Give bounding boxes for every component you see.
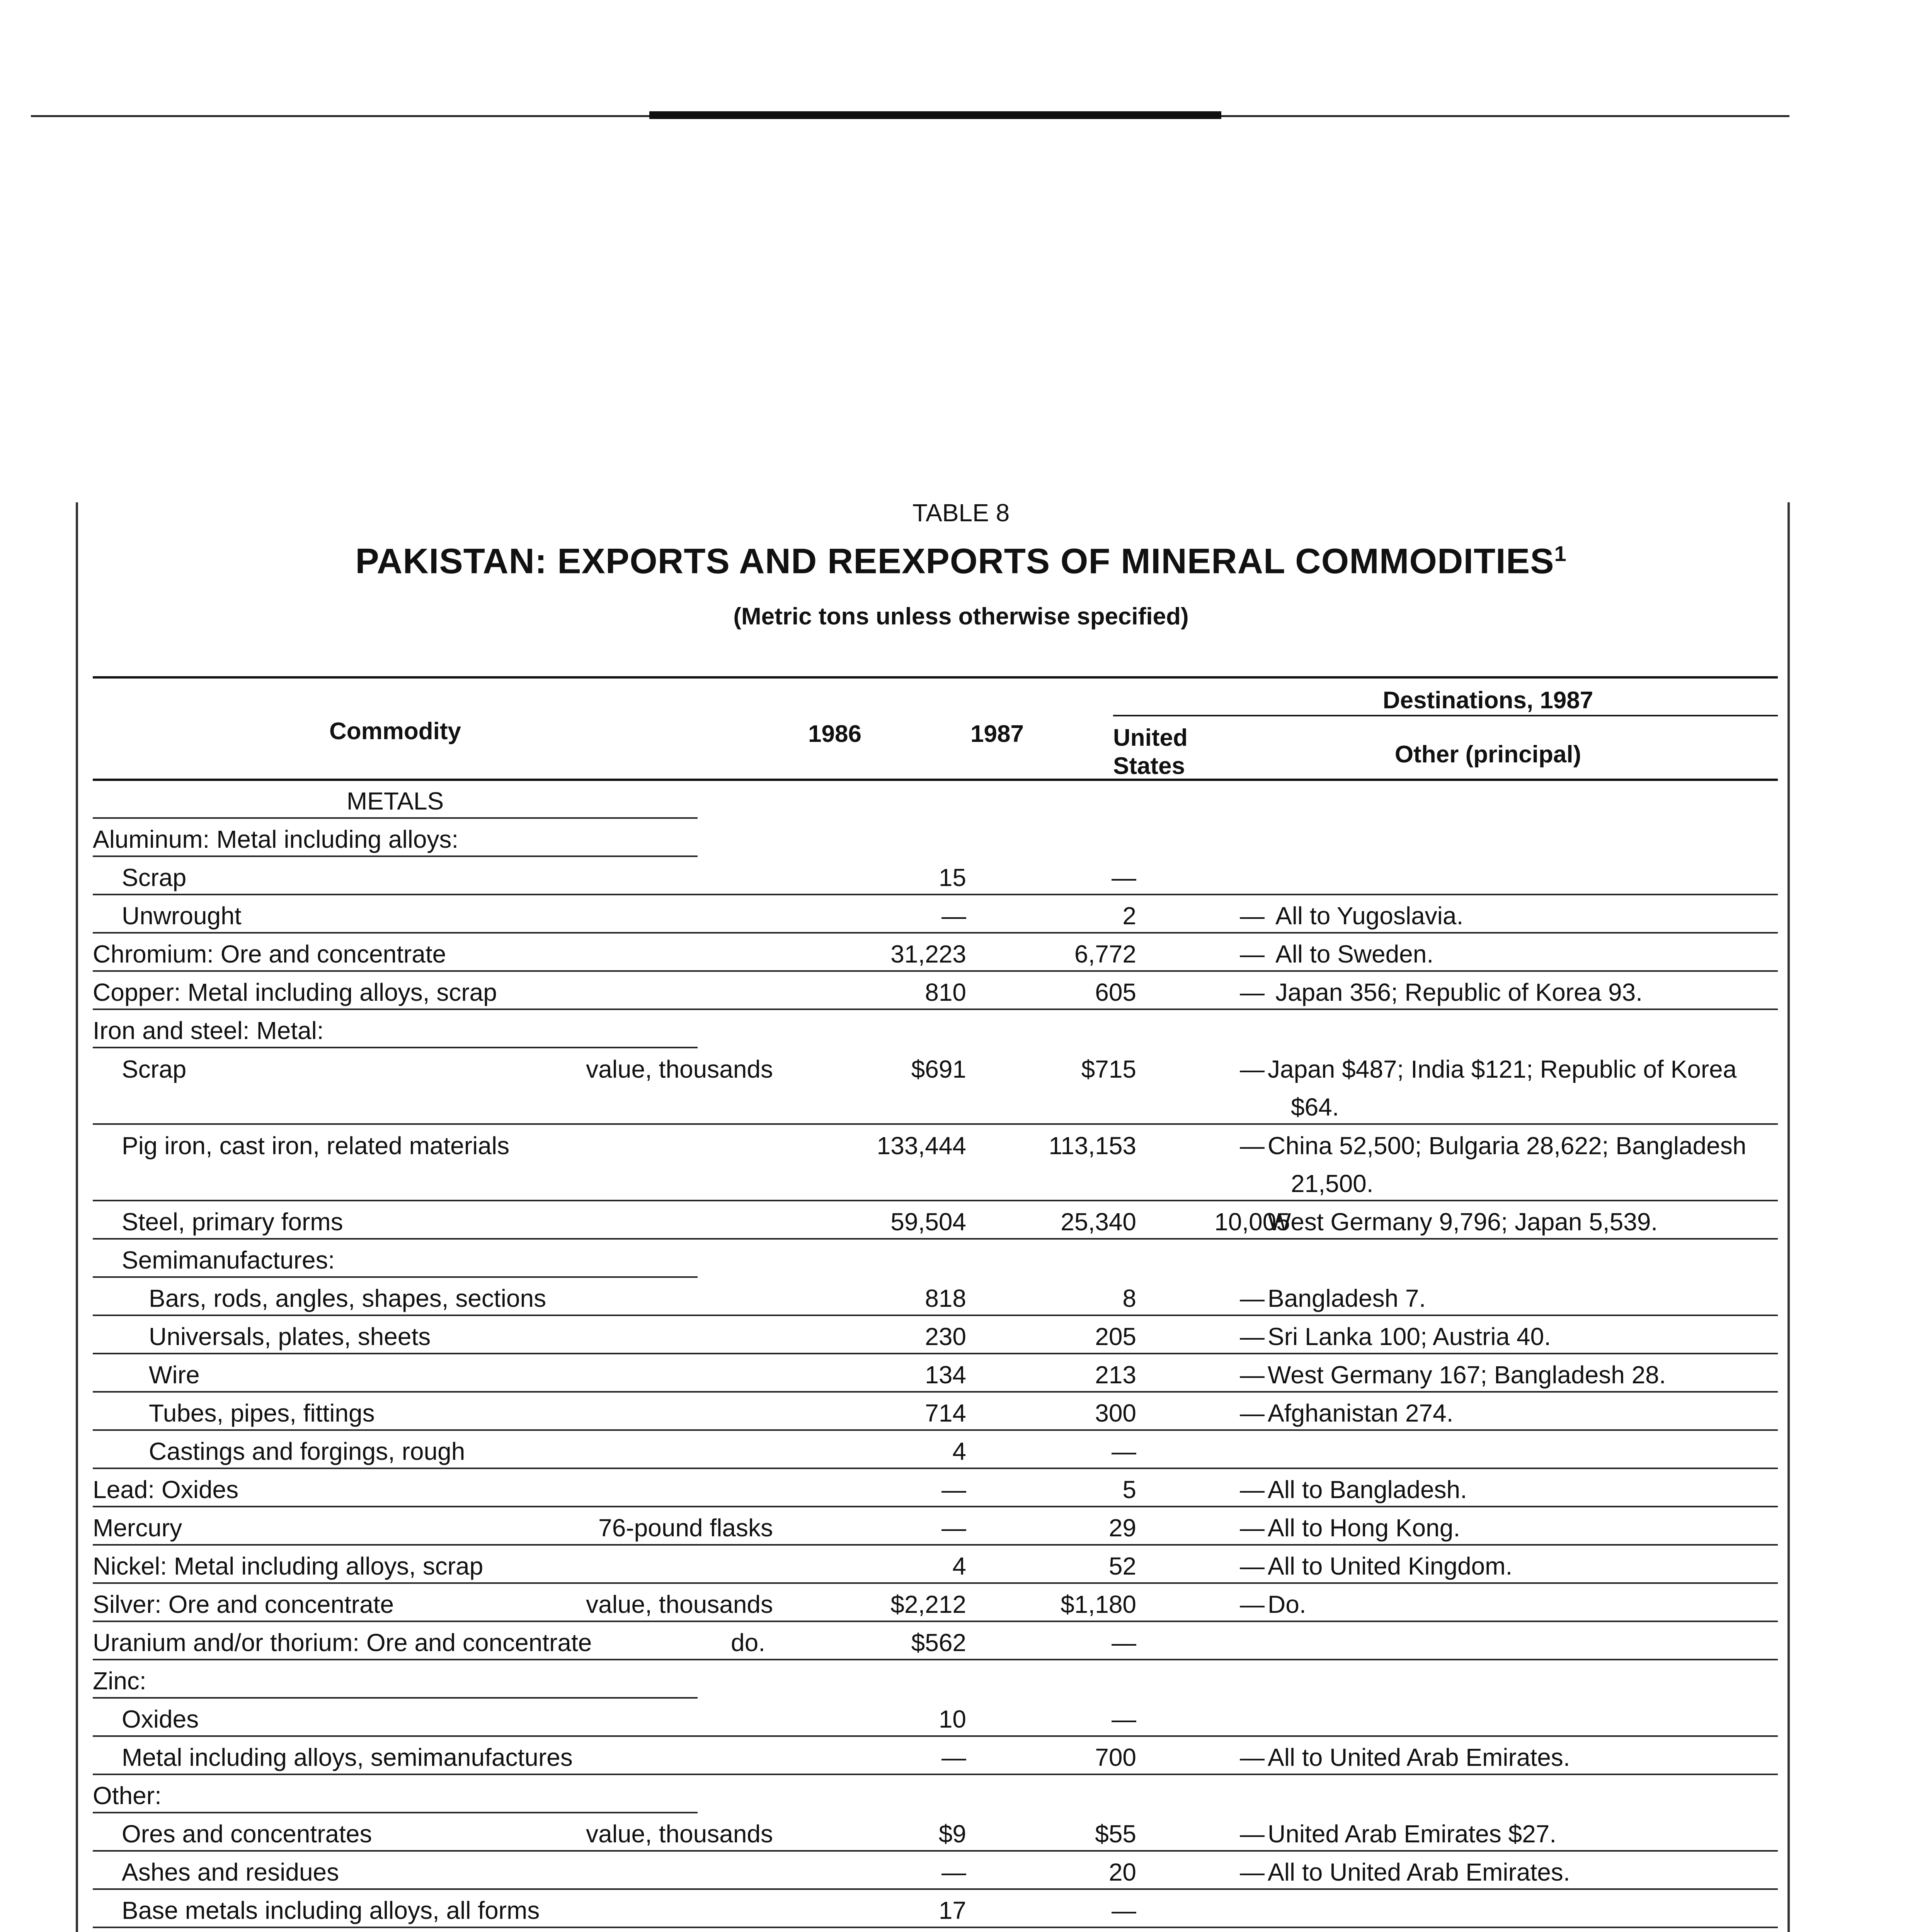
value-1987: 605 (1095, 978, 1136, 1006)
table-row (93, 1852, 1778, 1890)
value-united-states: — (1240, 1323, 1265, 1350)
value-1987: 25,340 (1061, 1208, 1136, 1236)
value-1987: $55 (1095, 1820, 1136, 1848)
value-1986: $2,212 (890, 1590, 966, 1618)
value-other-destinations: Afghanistan 274. (1268, 1399, 1454, 1427)
table-row (93, 1125, 1778, 1201)
value-1987: 6,772 (1074, 940, 1136, 968)
value-united-states: — (1240, 1743, 1265, 1771)
value-other-destinations: Japan 356; Republic of Korea 93. (1275, 978, 1643, 1006)
table-row (93, 1240, 1778, 1278)
value-1986: $691 (911, 1055, 966, 1083)
commodity-cell: Semimanufactures: (122, 1246, 335, 1274)
table-row (93, 1393, 1778, 1431)
table-row (93, 1507, 1778, 1546)
value-1986: — (941, 1514, 966, 1542)
table-row (93, 1813, 1778, 1852)
value-united-states: — (1240, 1055, 1265, 1083)
table-row (93, 934, 1778, 972)
value-1987: $715 (1081, 1055, 1136, 1083)
value-other-destinations: Japan $487; India $121; Republic of Korea (1268, 1055, 1737, 1083)
value-1986: 15 (938, 864, 966, 891)
commodity-cell: Silver: Ore and concentrate (93, 1590, 394, 1618)
value-other-destinations: All to Yugoslavia. (1275, 902, 1464, 930)
table-row (93, 1469, 1778, 1507)
value-1986: — (941, 1858, 966, 1886)
value-1986: 31,223 (890, 940, 966, 968)
value-1986: $562 (911, 1629, 966, 1656)
value-1986: — (941, 1476, 966, 1503)
commodity-cell: Unwrought (122, 902, 242, 930)
header-1986: 1986 (808, 721, 861, 747)
value-1986: $9 (938, 1820, 966, 1848)
table-title (0, 541, 1922, 582)
value-1986: 134 (925, 1361, 966, 1389)
value-1986: 4 (952, 1552, 966, 1580)
value-other-destinations: All to United Arab Emirates. (1268, 1743, 1570, 1771)
value-other-destinations: Do. (1268, 1590, 1306, 1618)
table-row (93, 1278, 1778, 1316)
value-1987: 700 (1095, 1743, 1136, 1771)
commodity-cell: Ores and concentrates (122, 1820, 372, 1848)
commodity-cell: Wire (149, 1361, 200, 1389)
value-1987: — (1112, 1896, 1136, 1924)
value-other-destinations-continued: 21,500. (1291, 1170, 1374, 1197)
table-number: TABLE 8 (912, 499, 1010, 527)
value-1986: 133,444 (877, 1132, 966, 1160)
commodity-cell: Copper: Metal including alloys, scrap (93, 978, 497, 1006)
table-row (93, 1316, 1778, 1354)
commodity-cell: Castings and forgings, rough (149, 1437, 465, 1465)
table-row (93, 1890, 1778, 1928)
value-1987: — (1112, 1629, 1136, 1656)
value-1987: 2 (1122, 902, 1136, 930)
unit-cell: value, thousands (586, 1820, 773, 1848)
value-1987: $1,180 (1061, 1590, 1136, 1618)
value-other-destinations: China 52,500; Bulgaria 28,622; Bangladesh (1268, 1132, 1747, 1160)
unit-cell: value, thousands (586, 1590, 773, 1618)
commodity-cell: Scrap (122, 864, 187, 891)
value-other-destinations: West Germany 167; Bangladesh 28. (1268, 1361, 1666, 1389)
table-row (93, 1431, 1778, 1469)
value-other-destinations: All to Hong Kong. (1268, 1514, 1461, 1542)
unit-cell: value, thousands (586, 1055, 773, 1083)
table-row (93, 972, 1778, 1010)
table-row (93, 1584, 1778, 1622)
value-united-states: — (1240, 940, 1265, 968)
value-1987: 213 (1095, 1361, 1136, 1389)
commodity-cell: Bars, rods, angles, shapes, sections (149, 1284, 546, 1312)
value-1986: 810 (925, 978, 966, 1006)
table-row (93, 1354, 1778, 1393)
value-1987: 29 (1108, 1514, 1136, 1542)
commodity-cell: Zinc: (93, 1667, 146, 1695)
value-united-states: — (1240, 1514, 1265, 1542)
commodity-cell: Mercury (93, 1514, 182, 1542)
value-1986: 714 (925, 1399, 966, 1427)
value-other-destinations: All to Sweden. (1275, 940, 1434, 968)
value-1986: 17 (938, 1896, 966, 1924)
commodity-cell: Uranium and/or thorium: Ore and concentrate (93, 1629, 592, 1656)
table-row (93, 895, 1778, 934)
value-other-destinations: West Germany 9,796; Japan 5,539. (1268, 1208, 1658, 1236)
value-united-states: — (1240, 1858, 1265, 1886)
value-other-destinations: All to Bangladesh. (1268, 1476, 1467, 1503)
value-1986: 59,504 (890, 1208, 966, 1236)
table-row (93, 781, 1778, 819)
value-united-states: — (1240, 978, 1265, 1006)
table-row (93, 1928, 1778, 1932)
value-1987: 113,153 (1049, 1132, 1136, 1160)
commodity-cell: Steel, primary forms (122, 1208, 343, 1236)
table-row (93, 1660, 1778, 1699)
table-row (93, 819, 1778, 857)
value-1987: 5 (1122, 1476, 1136, 1503)
header-destinations: Destinations, 1987 (1382, 687, 1593, 714)
commodity-cell: Universals, plates, sheets (149, 1323, 431, 1350)
commodity-cell: Oxides (122, 1705, 199, 1733)
value-united-states: — (1240, 1820, 1265, 1848)
table-row (93, 1737, 1778, 1775)
value-other-destinations: All to United Arab Emirates. (1268, 1858, 1570, 1886)
value-united-states: — (1240, 1552, 1265, 1580)
header-1987: 1987 (970, 721, 1024, 747)
value-1986: 230 (925, 1323, 966, 1350)
value-1986: — (941, 902, 966, 930)
value-other-destinations: Bangladesh 7. (1268, 1284, 1426, 1312)
commodity-cell: Lead: Oxides (93, 1476, 239, 1503)
frame-left-rule (76, 502, 78, 1932)
value-other-destinations: Sri Lanka 100; Austria 40. (1268, 1323, 1551, 1350)
commodity-cell: Tubes, pipes, fittings (149, 1399, 375, 1427)
value-united-states: — (1240, 1476, 1265, 1503)
top-rule-bold (649, 111, 1221, 119)
value-1986: 4 (952, 1437, 966, 1465)
header-us-line2: States (1113, 753, 1185, 779)
value-united-states: 10,005 (1214, 1208, 1290, 1236)
header-us-line1: United (1113, 724, 1188, 751)
value-other-destinations: All to United Kingdom. (1268, 1552, 1513, 1580)
commodity-cell: Aluminum: Metal including alloys: (93, 825, 459, 853)
commodity-cell: Base metals including alloys, all forms (122, 1896, 540, 1924)
header-commodity: Commodity (329, 718, 461, 745)
table-row (93, 1010, 1778, 1048)
value-1987: — (1112, 864, 1136, 891)
value-united-states: — (1240, 1132, 1265, 1160)
commodity-cell: Other: (93, 1782, 162, 1810)
value-other-destinations-continued: $64. (1291, 1093, 1339, 1121)
value-1987: — (1112, 1705, 1136, 1733)
title-footnote-ref: 1 (1554, 541, 1567, 566)
commodity-cell: Ashes and residues (122, 1858, 339, 1886)
table-row (93, 1699, 1778, 1737)
value-1986: 10 (938, 1705, 966, 1733)
value-1987: 8 (1122, 1284, 1136, 1312)
header-other: Other (principal) (1394, 741, 1582, 768)
value-united-states: — (1240, 1284, 1265, 1312)
commodity-cell: Iron and steel: Metal: (93, 1017, 324, 1044)
section-heading-metals: METALS (346, 787, 444, 815)
exports-table (93, 781, 1778, 1932)
value-united-states: — (1240, 1590, 1265, 1618)
frame-right-rule (1788, 502, 1790, 1932)
table-subtitle: (Metric tons unless otherwise specified) (733, 603, 1189, 630)
table-title-text: PAKISTAN: EXPORTS AND REEXPORTS OF MINERAL COMMODITIES (355, 541, 1554, 581)
value-1987: 20 (1108, 1858, 1136, 1886)
value-other-destinations: United Arab Emirates $27. (1268, 1820, 1557, 1848)
value-1987: 52 (1108, 1552, 1136, 1580)
unit-cell: do. (731, 1629, 765, 1656)
table-row (93, 857, 1778, 895)
commodity-cell: Chromium: Ore and concentrate (93, 940, 446, 968)
value-1987: 300 (1095, 1399, 1136, 1427)
value-1987: — (1112, 1437, 1136, 1465)
table-row (93, 1546, 1778, 1584)
value-1987: 205 (1095, 1323, 1136, 1350)
table-row (93, 1775, 1778, 1813)
commodity-cell: Metal including alloys, semimanufactures (122, 1743, 573, 1771)
table-row (93, 1622, 1778, 1660)
value-united-states: — (1240, 1361, 1265, 1389)
table-row (93, 1201, 1778, 1240)
value-united-states: — (1240, 902, 1265, 930)
table-row (93, 1048, 1778, 1125)
value-1986: — (941, 1743, 966, 1771)
value-1986: 818 (925, 1284, 966, 1312)
commodity-cell: Scrap (122, 1055, 187, 1083)
commodity-cell: Nickel: Metal including alloys, scrap (93, 1552, 483, 1580)
header-top-rule (93, 676, 1778, 679)
unit-cell: 76-pound flasks (598, 1514, 773, 1542)
commodity-cell: Pig iron, cast iron, related materials (122, 1132, 510, 1160)
value-united-states: — (1240, 1399, 1265, 1427)
